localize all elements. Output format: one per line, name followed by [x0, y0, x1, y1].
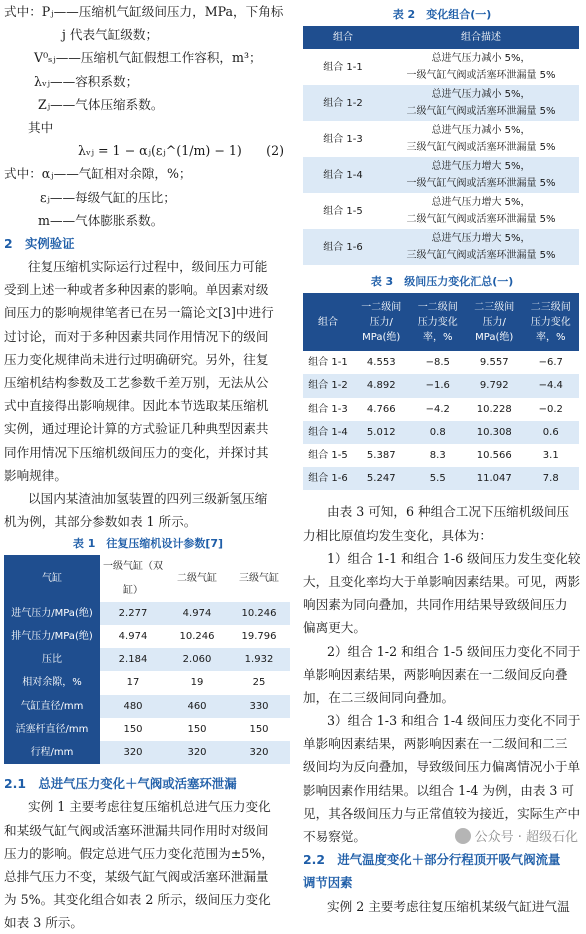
table-cell: 2.277: [118, 607, 148, 619]
table-row: [303, 421, 579, 444]
table-header: 组合: [303, 26, 383, 49]
text-line: 机为例，其部分参数如表 1 所示。: [4, 514, 197, 530]
table-cell: 1.932: [244, 654, 274, 666]
table-cell: 150: [123, 723, 143, 735]
header-line: 二三级间: [530, 301, 571, 313]
equation-body: λᵥⱼ = 1 − αⱼ(εⱼ^(1/m) − 1): [78, 143, 242, 159]
table-cell: 4.974: [118, 630, 148, 642]
cell-line: 总进气压力减小 5%，: [431, 125, 531, 137]
cell-line: 总进气压力减小 5%，: [431, 89, 531, 101]
row-label: 活塞杆直径/mm: [4, 718, 100, 741]
table-header: 二级气缸: [166, 555, 228, 601]
text-line: 实例，通过理论计算的方式验证几种典型因素共: [4, 421, 269, 437]
cell-line: 总进气压力增大 5%，: [431, 233, 531, 245]
table-header: [353, 293, 410, 351]
text-line: 如表 3 所示。: [4, 915, 83, 931]
text-line: 加，在二三级间同向叠加。: [303, 689, 455, 705]
table-header: 组合描述: [383, 26, 579, 49]
row-label: 组合 1-4: [308, 426, 348, 438]
table-row: [303, 157, 579, 193]
table-cell: −6.7: [538, 357, 563, 369]
table-cell: 2.060: [182, 654, 212, 666]
table-row: [4, 695, 290, 718]
row-label: 压比: [4, 648, 100, 671]
table-cell: 4.766: [366, 403, 396, 415]
table-cell: 9.792: [479, 380, 509, 392]
table-row: [303, 229, 579, 265]
table-cell: 330: [249, 700, 269, 712]
row-label: 组合 1-5: [323, 205, 363, 217]
text-line: 受到上述一种或者多种因素的影响。单因素对级: [4, 282, 269, 298]
header-line: 压力变化: [417, 316, 458, 328]
table2: [303, 26, 579, 265]
table2-caption: 表 2 变化组合(一): [392, 8, 492, 21]
row-label: 组合 1-2: [323, 97, 363, 109]
table-cell: 320: [187, 746, 207, 758]
table-header: 气缸: [4, 555, 100, 601]
row-label: 组合 1-3: [308, 403, 348, 415]
table-header: [410, 293, 467, 351]
table-header: 一级气缸（双缸）: [100, 555, 166, 601]
header-line: MPa(绝): [475, 331, 514, 343]
table-cell: [383, 85, 579, 121]
section-heading: 2 实例验证: [4, 235, 75, 251]
table-cell: 11.047: [476, 473, 512, 485]
table-row: [4, 625, 290, 648]
cell-line: 总进气压力减小 5%，: [431, 53, 531, 65]
row-label: 组合 1-5: [308, 450, 348, 462]
cell-line: 总进气压力增大 5%，: [431, 197, 531, 209]
text-line: 1）组合 1-1 和组合 1-6 级间压力发生变化较: [327, 550, 581, 566]
text-line: 不易察觉。: [303, 829, 366, 845]
cell-line: 三级气缸气阀或活塞环泄漏量 5%: [406, 142, 556, 154]
text-line: 和某级气缸气阀或活塞环泄漏共同作用时对级间: [4, 822, 269, 838]
header-line: 一二级间: [417, 301, 458, 313]
watermark: [455, 826, 578, 845]
equation: [4, 139, 292, 162]
header-line: 一二级间: [361, 301, 402, 313]
table-cell: 7.8: [542, 473, 559, 485]
table-cell: 320: [123, 746, 143, 758]
text-line: λᵥⱼ——容积系数；: [34, 73, 139, 89]
table-cell: 150: [249, 723, 269, 735]
table-cell: −4.2: [425, 403, 450, 415]
table-cell: −0.2: [538, 403, 563, 415]
text-line: εⱼ——每级气缸的压比；: [40, 189, 176, 205]
text-line: 为 5%。其变化组合如表 2 所示，级间压力变化: [4, 892, 271, 908]
row-label: 气缸直径/mm: [4, 695, 100, 718]
table-cell: 10.228: [476, 403, 512, 415]
header-line: 率，%: [422, 331, 453, 343]
table1-caption: 表 1 往复压缩机设计参数[7]: [72, 537, 224, 551]
right-column: [303, 0, 581, 918]
table-cell: −1.6: [425, 380, 450, 392]
text-line: 影响规律。: [4, 467, 67, 483]
table-cell: −4.4: [538, 380, 563, 392]
cell-line: 一级气缸气阀或活塞环泄漏量 5%: [406, 178, 556, 190]
header-line: MPa(绝): [362, 331, 401, 343]
text-line: 间压力的影响规律笔者已在另一篇论文[3]中进行: [4, 305, 274, 321]
table-header: 三级气缸: [228, 555, 290, 601]
table-cell: 460: [187, 700, 207, 712]
table-cell: −8.5: [425, 357, 450, 369]
row-label: 组合 1-2: [308, 380, 348, 392]
header-line: 二三级间: [474, 301, 515, 313]
table-cell: 19: [190, 677, 204, 689]
row-label: 组合 1-6: [308, 473, 348, 485]
table-cell: 0.6: [542, 426, 559, 438]
section-heading: 2.2 进气温度变化＋部分行程顶开吸气阀流量: [303, 852, 561, 868]
row-label: 排气压力/MPa(绝): [4, 625, 100, 648]
text-line: 力相比原值均发生变化，具体为：: [303, 527, 492, 543]
table-cell: 5.387: [366, 450, 396, 462]
text-line: 以国内某渣油加氢装置的四列三级新氢压缩: [28, 490, 268, 506]
cell-line: 三级气缸气阀或活塞环泄漏量 5%: [406, 250, 556, 262]
table-cell: 25: [252, 677, 266, 689]
text-line: 大，且变化率均大于单影响因素结果。可见，两影: [303, 573, 581, 589]
header-line: 压力/: [369, 316, 393, 328]
left-column: [4, 0, 292, 934]
watermark-text: 公众号 · 超级石化: [474, 830, 578, 845]
table-cell: 10.246: [179, 630, 215, 642]
row-label: 组合 1-3: [323, 133, 363, 145]
text-line: 同作用情况下压缩机级间压力的变化，并探讨其: [4, 444, 269, 460]
text-line: j 代表气缸级数；: [62, 27, 159, 43]
header-line: 率，%: [535, 331, 566, 343]
table-row: [303, 121, 579, 157]
table-cell: 17: [126, 677, 140, 689]
table-cell: 3.1: [542, 450, 559, 462]
text-line: 单影响因素结果，两影响因素在一二级间反向叠: [303, 666, 568, 682]
text-line: 偏离更大。: [303, 620, 366, 636]
table3-caption: 表 3 级间压力变化汇总(一): [370, 275, 514, 289]
cell-line: 二级气缸气阀或活塞环泄漏量 5%: [406, 214, 556, 226]
table-row: [4, 648, 290, 671]
row-label: 行程/mm: [4, 741, 100, 764]
cell-line: 一级气缸气阀或活塞环泄漏量 5%: [406, 70, 556, 82]
table-cell: 10.246: [241, 607, 277, 619]
table-cell: 4.974: [182, 607, 212, 619]
table-row: [303, 467, 579, 490]
text-line: 实例 1 主要考虑往复压缩机总进气压力变化: [28, 799, 271, 815]
table-cell: [383, 49, 579, 85]
table-row: [303, 193, 579, 229]
row-label: 相对余隙，%: [4, 671, 100, 694]
cell-line: 二级气缸气阀或活塞环泄漏量 5%: [406, 106, 556, 118]
table-cell: 5.012: [366, 426, 396, 438]
table-cell: 19.796: [241, 630, 277, 642]
text-line: 总排气压力不变，某级气缸气阀或活塞环泄漏量: [4, 868, 269, 884]
table-cell: 480: [123, 700, 143, 712]
equation-number: (2): [266, 143, 284, 159]
table-header: [466, 293, 523, 351]
text-line: 压力的影响。假定总进气压力变化范围为±5%，: [4, 845, 274, 861]
table1: [4, 555, 290, 764]
table3: [303, 293, 579, 490]
table-cell: [383, 157, 579, 193]
table-row: [4, 602, 290, 625]
table-cell: 8.3: [429, 450, 446, 462]
row-label: 组合 1-6: [323, 241, 363, 253]
text-line: Zⱼ——气体压缩系数。: [38, 96, 164, 112]
table-header: [523, 293, 580, 351]
table-cell: [383, 121, 579, 157]
text-line: 压缩机结构参数及工艺参数千差万别，无法从公: [4, 375, 269, 390]
table-cell: 5.5: [429, 473, 446, 485]
table-cell: 320: [249, 746, 269, 758]
table-row: [303, 49, 579, 85]
table-cell: 10.308: [476, 426, 512, 438]
wechat-icon: [455, 828, 471, 844]
header-line: 压力变化: [530, 316, 571, 328]
text-line: 见，其各级间压力与正常值较为接近，实际生产中: [303, 805, 581, 821]
table-row: [303, 398, 579, 421]
text-line: 影响因素作用结果。以组合 1-4 为例，由表 3 可: [303, 782, 574, 798]
table-row: [4, 671, 290, 694]
text-line: 单影响因素结果，两影响因素在一二级间和二三: [303, 736, 568, 752]
row-label: 进气压力/MPa(绝): [4, 602, 100, 625]
text-line: 压力变化规律尚未进行过明确研究。另外，往复: [4, 351, 269, 367]
text-line: 响因素为同向叠加，共同作用结果导致级间压力: [303, 597, 568, 613]
table-row: [4, 718, 290, 741]
row-label: 组合 1-1: [323, 61, 363, 73]
table-cell: 5.247: [366, 473, 396, 485]
cell-line: 总进气压力增大 5%，: [431, 161, 531, 173]
table-cell: 4.892: [366, 380, 396, 392]
table-cell: 9.557: [479, 357, 509, 369]
table-cell: [383, 229, 579, 265]
text-line: 式中直接得出影响规律。因此本节选取某压缩机: [4, 398, 269, 414]
text-line: 过讨论，而对于多种因素共同作用情况下的级间: [4, 328, 269, 344]
table-row: [303, 374, 579, 397]
text-line: 式中：Pⱼ——压缩机气缸级间压力，MPa，下角标: [4, 4, 284, 19]
text-line: V⁰ₛⱼ——压缩机气缸假想工作容积，m³；: [34, 50, 262, 66]
text-line: 2）组合 1-2 和组合 1-5 级间压力变化不同于: [327, 643, 581, 659]
text-line: 3）组合 1-3 和组合 1-4 级间压力变化不同于: [327, 713, 581, 729]
header-line: 压力/: [482, 316, 506, 328]
table-cell: 4.553: [366, 357, 396, 369]
table-row: [4, 741, 290, 764]
section-heading: 调节因素: [303, 875, 353, 891]
text-line: 级间均为反向叠加，导致级间压力偏离情况小于单: [303, 759, 581, 775]
text-line: 其中: [28, 119, 54, 135]
table-header: [303, 293, 353, 351]
text-line: 式中：αⱼ——气缸相对余隙，%；: [4, 166, 192, 182]
section-heading: 2.1 总进气压力变化＋气阀或活塞环泄漏: [4, 776, 237, 792]
text-line: 实例 2 主要考虑往复压缩机某级气缸进气温: [327, 898, 570, 914]
text-line: 往复压缩机实际运行过程中，级间压力可能: [28, 259, 268, 275]
row-label: 组合 1-4: [323, 169, 363, 181]
table-row: [303, 85, 579, 121]
table-cell: [383, 193, 579, 229]
table-cell: 2.184: [118, 654, 148, 666]
row-label: 组合 1-1: [308, 357, 348, 369]
text-line: m——气体膨胀系数。: [38, 212, 164, 228]
table-row: [303, 351, 579, 374]
table-cell: 150: [187, 723, 207, 735]
table-cell: 0.8: [429, 426, 446, 438]
text-line: 由表 3 可知，6 种组合工况下压缩机级间压: [327, 504, 570, 520]
table-cell: 10.566: [476, 450, 512, 462]
table-row: [303, 444, 579, 467]
header-line: 组合: [318, 316, 338, 328]
